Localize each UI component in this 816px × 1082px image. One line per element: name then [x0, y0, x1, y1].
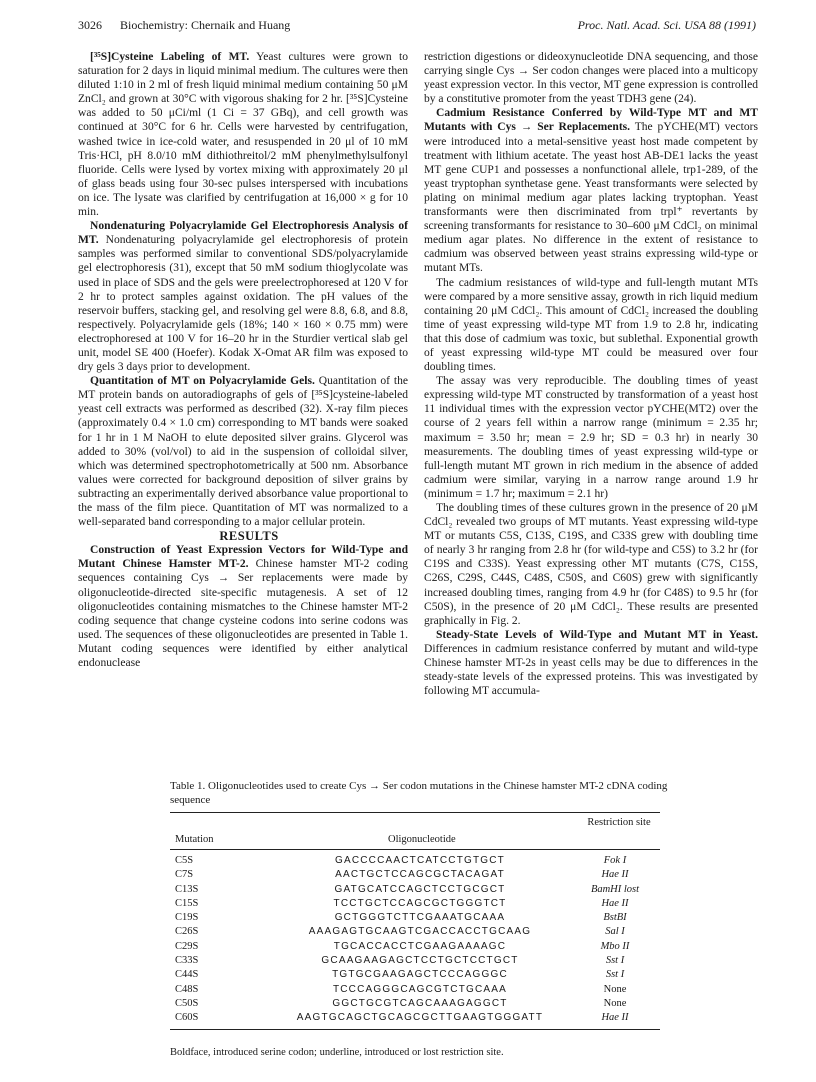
table-row: [170, 997, 660, 1011]
oligo-cell: GACCCCAACTCATCCTGTGCT: [334, 855, 505, 866]
paragraph-text: The pYCHE(MT) vectors were introduced into a metal-sensitive yeast host made competent by treatment with lithium acetate. The yeast host AB-DE1 lacks the yeast MT gene CUP1 and possesses a nonfunctional allele, trp1-289, of the yeast tryptophan synthetase gene. Yeast transformants were selected by plating on minimal medium agar plates lacking tryptophan. Yeast transformants were then discriminated from trpl⁺ revertants by screening transformants for resistance to 30–600 μM CdCl₂ on minimal medium agar plates. No difference in the extent of resistance to cadmium was observed between yeast strains expressing wild-type or mutant MTs.: [424, 121, 758, 275]
mutation-cell: C48S: [175, 983, 199, 995]
site-cell: Hae II: [601, 869, 629, 881]
paragraph-cadmium-resistance: [424, 106, 758, 275]
oligo-cell: TCCCAGGGCAGCGTCTGCAAA: [332, 983, 508, 995]
journal-citation: Proc. Natl. Acad. Sci. USA 88 (1991): [577, 18, 756, 32]
oligo-cell: GGCTGCGTCAGCAAAGAGGCT: [332, 997, 508, 1009]
paragraph-quantitation: [78, 374, 408, 529]
paragraph-cysteine-labeling: [78, 50, 408, 219]
paragraph-text: Chinese hamster MT-2 coding sequences containing Cys → Ser replacements were made by oligonucleotide-directed site-specific mutagenesis. A set of 12 oligonucleotides containing mismatches to the Chinese hamster MT-2 coding sequence that change cysteine codons into serine codons was used. The sequences of these oligonucleotides are presented in Table 1. Mutant coding sequences were identified by either analytical endonuclease: [78, 558, 408, 670]
mutation-cell: C15S: [175, 897, 199, 909]
paragraph-text: Quantitation of the MT protein bands on autoradiographs of gels of [³⁵S]cysteine-labeled yeast cell extracts was performed as described (32). X-ray film pieces (approximately 0.4 × 1.0 cm) corresponding to MT bands were soaked for 1 hr in 1 M NaOH to elute deposited silver grains. Glycerol was added to 30% (vol/vol) to aid in the suspension of colloidal silver, which was determined spectrophotometrically at 500 nm. Absorbance values were corrected for background deposition of silver grains by subtracting an experimentally derived absorbance value proportional to the mass of the film piece. Quantitation of MT was normalized to a well-separated band corresponding to a major cellular protein.: [78, 375, 408, 529]
paragraph-continued: restriction digestions or dideoxynucleotide DNA sequencing, and those carrying single Cys → Ser codon changes were placed into a multicopy yeast expression vector. In this vector, MT gene expression is controlled by a constitutive promoter from the yeast TDH3 gene (24).: [424, 51, 758, 106]
site-cell: Mbo II: [600, 940, 630, 952]
results-heading: RESULTS: [219, 529, 279, 544]
table-row: [170, 925, 660, 939]
left-column: [78, 50, 408, 670]
table-row: [170, 897, 660, 911]
column-header-restriction-site: Restriction site: [587, 817, 651, 828]
mutation-cell: C13S: [175, 883, 199, 895]
site-cell: Hae II: [601, 1012, 629, 1024]
section-heading: Quantitation of MT on Polyacrylamide Gels.: [90, 375, 315, 388]
table-row: [170, 954, 660, 968]
mutation-cell: C33S: [175, 955, 199, 967]
oligo-cell: GATGCATCCAGCTCCTGCGCT: [334, 883, 506, 895]
table-caption: Table 1. Oligonucleotides used to create Cys → Ser codon mutations in the Chinese hamster MT-2 cDNA coding sequence: [170, 780, 668, 806]
table-row: [170, 983, 660, 997]
table-row: [170, 911, 660, 925]
paragraph-construction: [78, 543, 408, 670]
site-cell: BstBI: [603, 912, 627, 924]
mutation-cell: C7S: [175, 869, 194, 881]
oligo-cell: AAAGAGTGCAAGTCGACCACCTGCAAG: [308, 926, 532, 938]
section-heading: [³⁵S]Cysteine Labeling of MT.: [90, 51, 250, 63]
oligo-cell: TGCACCACCTCGAAGAAAAGC: [333, 940, 507, 952]
page-number: 3026: [78, 18, 102, 32]
column-header-mutation: Mutation: [175, 834, 214, 845]
mutation-cell: C60S: [175, 1012, 199, 1024]
section-heading: Steady-State Levels of Wild-Type and Mutant MT in Yeast.: [436, 628, 758, 641]
table-row: [170, 868, 660, 882]
right-column: [424, 50, 758, 698]
oligo-cell: TCCTGCTCCAGCGCTGGGTCT: [333, 897, 507, 909]
table-row: [170, 854, 660, 868]
site-cell: None: [603, 997, 627, 1009]
site-cell: Hae II: [601, 897, 629, 909]
table-row: [170, 940, 660, 954]
paragraph-reproducibility: The assay was very reproducible. The doubling times of yeast expressing wild-type MT constructed by transformation of a yeast host 11 individual times with the expression vector pYCHE(MT2) over the course of 2 years fell within a narrow range (minimum = 2.35 hr; maximum = 3.50 hr; mean = 2.9 hr; SD = 0.3 hr) in nearly 30 measurements. The doubling times of yeast expressing wild-type or full-length mutant MT grown in rich medium in the absence of added cadmium were similar, varying in a narrow range around 1.9 hr (minimum = 1.7 hr; maximum = 2.1 hr): [424, 375, 758, 500]
paragraph-steady-state: [424, 628, 758, 698]
running-head: Biochemistry: Chernaik and Huang: [120, 18, 291, 32]
table-bottom-rule: [170, 1029, 660, 1030]
site-cell: BamHI lost: [590, 883, 640, 895]
site-cell: Sst I: [605, 955, 625, 967]
paragraph-text: Nondenaturing polyacrylamide gel electrophoresis of protein samples was performed similar to conventional SDS/polyacrylamide gel electrophoresis (31), except that 50 mM sodium thioglycolate was used in place of SDS and the gels were preelectrophoresed at 120 V for 2 hr to protect samples against oxidation. The pH values of the reservoir buffers, stacking gel, and resolving gel were 8.8, 6.8, and 8.8, respectively. Polyacrylamide gels (18%; 140 × 160 × 0.75 mm) were electrophoresed at 100 V for 16–20 hr in the Sturdier vertical slab gel unit, model SE 400 (Hoefer). Kodak X-Omat AR film was exposed to dry gels 3 days prior to development.: [78, 234, 408, 374]
paragraph-nondenaturing-page: [78, 219, 408, 374]
site-cell: None: [603, 983, 627, 995]
table-row: [170, 883, 660, 897]
oligo-cell: AAGTGCAGCTGCAGCGCTTGAAGTGGGATT: [296, 1012, 544, 1024]
oligo-cell: TGTGCGAAGAGCTCCCAGGGC: [332, 969, 508, 981]
oligo-cell: GCTGGGTCTTCGAAATGCAAA: [334, 912, 506, 924]
oligo-cell: AACTGCTCCAGCGCTACAGAT: [335, 869, 505, 881]
paragraph-cadmium-assay: The cadmium resistances of wild-type and full-length mutant MTs were compared by a more sensitive assay, growth in rich liquid medium containing 20 μM CdCl₂. This amount of CdCl₂ increased the doubling time of yeast expressing wild-type MT from 1.9 to 2.8 hr, indicating that this dose of cadmium was toxic, but sublethal. Exponential growth of yeast expressing wild-type MT could be measured over four doubling times.: [424, 276, 758, 374]
mutation-cell: C19S: [175, 912, 199, 924]
site-cell: Fok I: [603, 855, 627, 866]
oligo-cell: GCAAGAAGAGCTCCTGCTCCTGCT: [321, 955, 519, 967]
section-heading: Cadmium Resistance Conferred by Wild-Type MT and MT Mutants with Cys → Ser Replacements.: [424, 107, 758, 134]
page-header: [78, 18, 756, 36]
table-footnote: Boldface, introduced serine codon; underline, introduced or lost restriction site.: [170, 1047, 504, 1058]
table-body: [170, 850, 660, 1029]
paragraph-doubling-times: The doubling times of these cultures grown in the presence of 20 μM CdCl₂ revealed two groups of MT mutants. Yeast expressing wild-type MT or mutants C5S, C13S, C19S, and C33S grew with doubling time of nearly 3 hr ranging from 2.8 hr (for wild-type and C5S) to 3.2 hr (for C19S and C33S). Yeast expressing other MT mutants (C7S, C15S, C26S, C29S, C44S, C48S, C50S, and C60S) grew with significantly increased doubling times, ranging from 4.9 hr (for C48S) to 9.5 hr (for C50S), in the presence of 20 μM CdCl₂. These results are presented graphically in Fig. 2.: [424, 502, 758, 627]
mutation-cell: C29S: [175, 940, 199, 952]
mutation-cell: C50S: [175, 997, 199, 1009]
mutation-cell: C5S: [175, 855, 194, 866]
section-heading: Construction of Yeast Expression Vectors for Wild-Type and Mutant Chinese Hamster MT-2.: [78, 544, 408, 571]
site-cell: Sst I: [605, 969, 625, 981]
mutation-cell: C26S: [175, 926, 199, 938]
oligonucleotide-table: [170, 812, 660, 1030]
paragraph-text: Yeast cultures were grown to saturation for 2 days in liquid minimal medium. The cultures were then diluted 1:10 in 2 ml of fresh liquid minimal medium containing 50 μM ZnCl₂ and grown at 30°C with vigorous shaking for 2 hr. [³⁵S]Cysteine was added to 50 μCi/ml (1 Ci = 37 GBq), and cell growth was continued at 30°C for 6 hr. Cells were harvested by centrifugation, washed twice in ice-cold water, and resuspended in 20 μl of 10 mM Tris·HCl, pH 8.0/10 mM dithiothreitol/2 mM phenylmethylsulfonyl fluoride. Cells were lysed by vortex mixing with approximately 20 μl of glass beads using four 30-sec pulses interspersed with incubations on ice. The lysate was clarified by centrifugation at 16,000 × g for 10 min.: [78, 51, 408, 219]
table-row: [170, 968, 660, 982]
column-header-oligonucleotide: Oligonucleotide: [388, 834, 456, 845]
paragraph-text: Differences in cadmium resistance conferred by mutant and wild-type Chinese hamster MT-2s in yeast cells may be due to differences in the steady-state levels of the expressed proteins. This was investigated by following MT accumula-: [424, 642, 758, 698]
section-heading: Nondenaturing Polyacrylamide Gel Electrophoresis Analysis of MT.: [78, 220, 408, 247]
site-cell: Sal I: [605, 926, 625, 938]
mutation-cell: C44S: [175, 969, 199, 981]
table-row: [170, 1011, 660, 1025]
table-header: [170, 813, 660, 849]
